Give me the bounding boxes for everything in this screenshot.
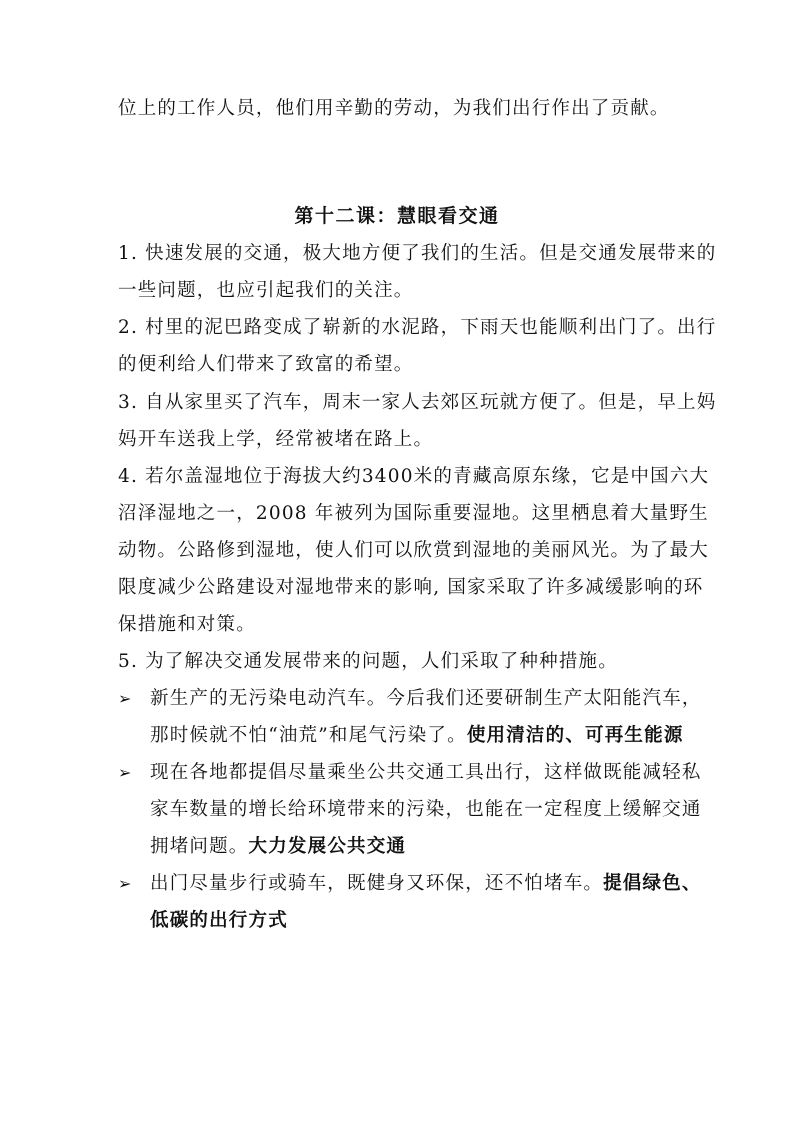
bullet-2-line-1: 现在各地都提倡尽量乘坐公共交通工具出行，这样做既能减轻私: [150, 762, 702, 783]
bullet-2-arrow-icon: ➢: [118, 763, 132, 782]
paragraph-5-line-1: 5. 为了解决交通发展带来的问题，人们采取了种种措施。: [118, 651, 618, 672]
bullet-2-line-3: [150, 835, 690, 859]
paragraph-4-line-5: 保措施和对策。: [118, 614, 256, 635]
bullet-1-line-2-text: 那时候就不怕“油荒”和尾气污染了。: [150, 725, 467, 746]
bullet-2-emphasis: 大力发展公共交通: [248, 836, 407, 857]
paragraph-2-line-2: 的便利给人们带来了致富的希望。: [118, 354, 414, 375]
bullet-3-emphasis-part-2: 低碳的出行方式: [150, 910, 288, 931]
bullet-1-emphasis: 使用清洁的、可再生能源: [466, 725, 684, 746]
bullet-3-line-1-text: 出门尽量步行或骑车，既健身又环保，还不怕堵车。: [150, 873, 604, 894]
paragraph-1-line-2: 一些问题，也应引起我们的关注。: [118, 280, 414, 301]
paragraph-4-line-1: 4. 若尔盖湿地位于海拔大约3400米的青藏高原东缘，它是中国六大: [118, 466, 710, 487]
intro-line: 位上的工作人员，他们用辛勤的劳动，为我们出行作出了贡献。: [118, 98, 670, 119]
lesson-title: 第十二课：慧眼看交通: [294, 205, 500, 227]
bullet-1-line-2: [150, 724, 690, 748]
bullet-1-arrow-icon: ➢: [118, 689, 132, 708]
paragraph-4-line-2: 沼泽湿地之一，2008 年被列为国际重要湿地。这里栖息着大量野生: [118, 503, 709, 524]
bullet-1-line-1: 新生产的无污染电动汽车。今后我们还要研制生产太阳能汽车，: [150, 688, 702, 709]
bullet-3-line-1: [150, 872, 702, 896]
bullet-2-line-3-text: 拥堵问题。: [150, 836, 249, 857]
bullet-3-arrow-icon: ➢: [118, 874, 132, 893]
bullet-2-line-2: 家车数量的增长给环境带来的污染，也能在一定程度上缓解交通: [150, 799, 702, 820]
bullet-3-emphasis-part-1: 提倡绿色、: [603, 873, 702, 894]
paragraph-4-line-4: 限度减少公路建设对湿地带来的影响, 国家采取了许多减缓影响的环: [118, 577, 704, 598]
paragraph-3-line-2: 妈开车送我上学，经常被堵在路上。: [118, 429, 434, 450]
paragraph-3-line-1: 3. 自从家里买了汽车，周末一家人去郊区玩就方便了。但是，早上妈: [118, 392, 717, 413]
paragraph-4-line-3: 动物。公路修到湿地，使人们可以欣赏到湿地的美丽风光。为了最大: [118, 540, 710, 561]
paragraph-2-line-1: 2. 村里的泥巴路变成了崭新的水泥路，下雨天也能顺利出门了。出行: [118, 317, 717, 338]
paragraph-1-line-1: 1. 快速发展的交通，极大地方便了我们的生活。但是交通发展带来的: [118, 243, 717, 264]
